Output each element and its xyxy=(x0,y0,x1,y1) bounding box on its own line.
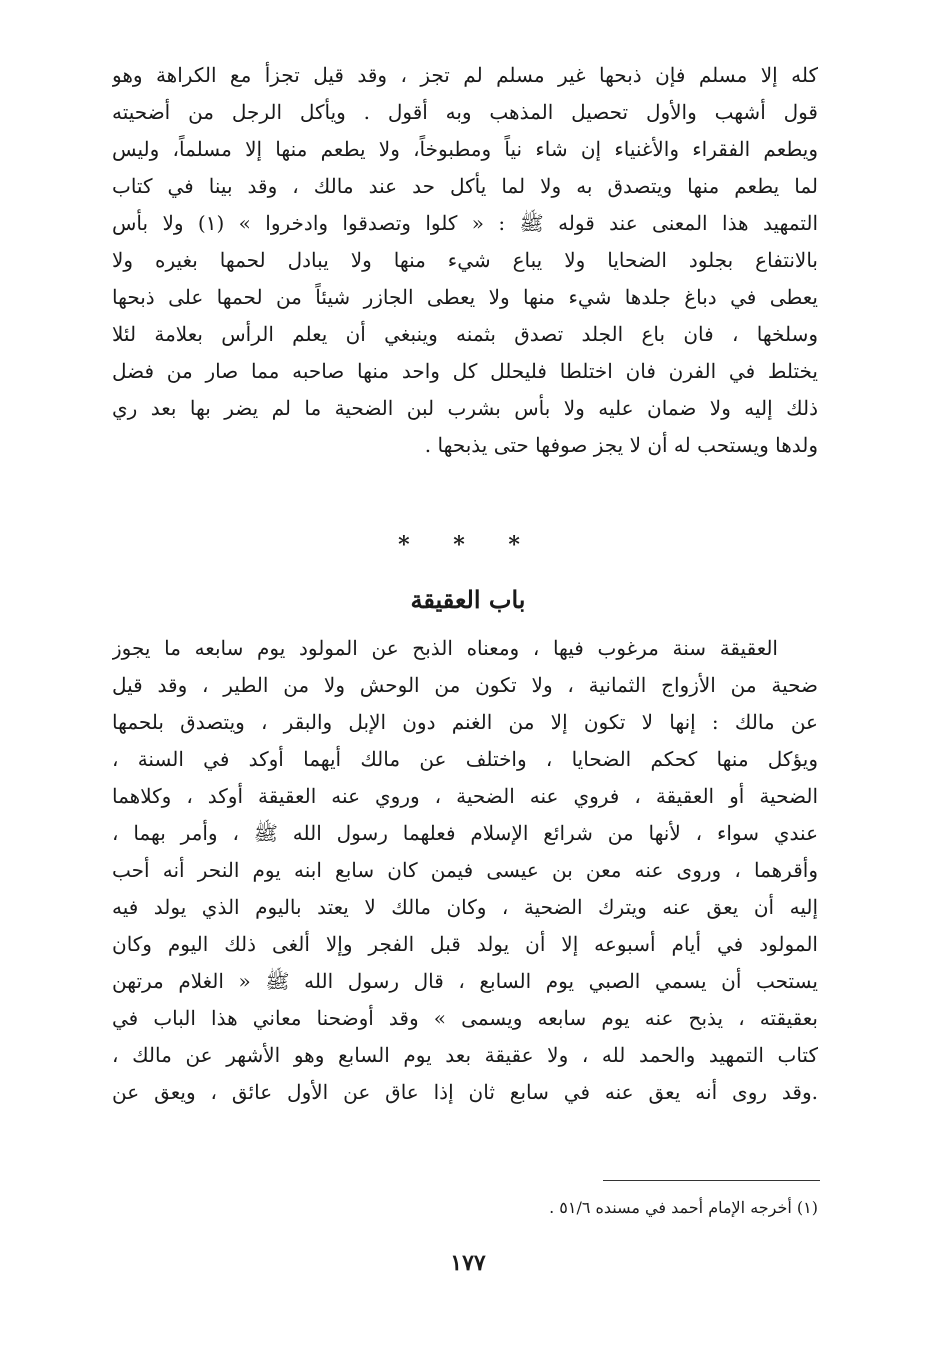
text-line: الضحية أو العقيقة ، فروي عنه الضحية ، وروي عنه العقيقة أوكد ، وكلاهما xyxy=(112,784,818,808)
text-line: بالانتفاع بجلود الضحايا ولا يباع شيء منها ولا يبادل لحمها بغيره ولا xyxy=(112,248,818,272)
text-line: عن مالك : إنها لا تكون إلا من الغنم دون الإبل والبقر ، ويتصدق بلحمها xyxy=(112,710,818,734)
text-line: بعقيقته ، يذبح عنه يوم سابعه ويسمى » وقد أوضحنا معاني هذا الباب في xyxy=(112,1006,818,1030)
text-line: ضحية من الأزواج الثمانية ، ولا تكون من الوحش ولا من الطير ، وقد قيل xyxy=(112,673,818,697)
top-paragraph xyxy=(112,57,818,464)
text-line: ويطعم الفقراء والأغنياء إن شاء نياً ومطبوخاً، ولا يطعم منها إلا مسلماً، وليس xyxy=(112,137,818,161)
text-line: إليه أن يعق عنه ويترك الضحية ، وكان مالك لا يعتد باليوم الذي يولد فيه xyxy=(112,895,818,919)
text-line: قول أشهب والأول تحصيل المذهب وبه أقول . ويأكل الرجل من أضحيته xyxy=(112,100,818,124)
text-line: ويؤكل منها كحكم الضحايا ، واختلف عن مالك أيهما أوكد في السنة ، xyxy=(112,747,818,771)
section-heading: باب العقيقة xyxy=(410,585,526,614)
text-line: العقيقة سنة مرغوب فيها ، ومعناه الذبح عن المولود يوم سابعه ما يجوز xyxy=(112,636,778,660)
text-line: ذلك إليه ولا ضمان عليه ولا بأس بشرب لبن الضحية ما لم يضر بها بعد ري xyxy=(112,396,818,420)
text-line: يستحب أن يسمي الصبي يوم السابع ، قال رسول الله ﷺ « الغلام مرتهن xyxy=(112,969,818,993)
footnote-divider xyxy=(603,1180,820,1181)
page-number: ١٧٧ xyxy=(450,1250,486,1276)
text-line: التمهيد هذا المعنى عند قوله ﷺ : « كلوا وتصدقوا وادخروا » (١) ولا بأس xyxy=(112,211,818,235)
text-line: كله إلا مسلم فإن ذبحها غير مسلم لم تجز ، وقد قيل تجزأ مع الكراهة وهو xyxy=(112,63,818,87)
text-line: المولود في أيام أسبوعه إلا أن يولد قبل الفجر وإلا ألغى ذلك اليوم وكان xyxy=(112,932,818,956)
text-line: لما يطعم منها ويتصدق به ولا لما يأكل حد عند مالك ، وقد بينا في كتاب xyxy=(112,174,818,198)
bottom-paragraph xyxy=(112,630,818,1111)
text-line: ولدها ويستحب له أن لا يجز صوفها حتى يذبحها . xyxy=(424,433,818,457)
text-line: .وقد روى أنه يعق عنه في سابع ثان إذا عاق عن الأول عائق ، ويعق عن xyxy=(112,1080,818,1104)
section-separator: * * * xyxy=(398,532,538,558)
text-line: وسلخها ، فان باع الجلد تصدق بثمنه وينبغي أن يعلم الرأس بعلامة لئلا xyxy=(112,322,818,346)
text-line: كتاب التمهيد والحمد لله ، ولا عقيقة بعد يوم السابع وهو الأشهر عن مالك ، xyxy=(112,1043,818,1067)
text-line: عندي سواء ، لأنها من شرائع الإسلام فعلهما رسول الله ﷺ ، وأمر بهما ، xyxy=(112,821,818,845)
text-line: يعطى في دباغ جلدها شيء منها ولا يعطى الجازر شيئاً من لحمها على ذبحها xyxy=(112,285,818,309)
text-line: يختلط في الفرن فان اختلطا فليحلل كل واحد منها صاحبه مما صار من فضل xyxy=(112,359,818,383)
text-line: وأقرهما ، وروى عنه معن بن عيسى فيمن كان سابع ابنه يوم النحر أنه أحب xyxy=(112,858,818,882)
footnote: (١) أخرجه الإمام أحمد في مسنده ٥١/٦ . xyxy=(549,1198,818,1217)
